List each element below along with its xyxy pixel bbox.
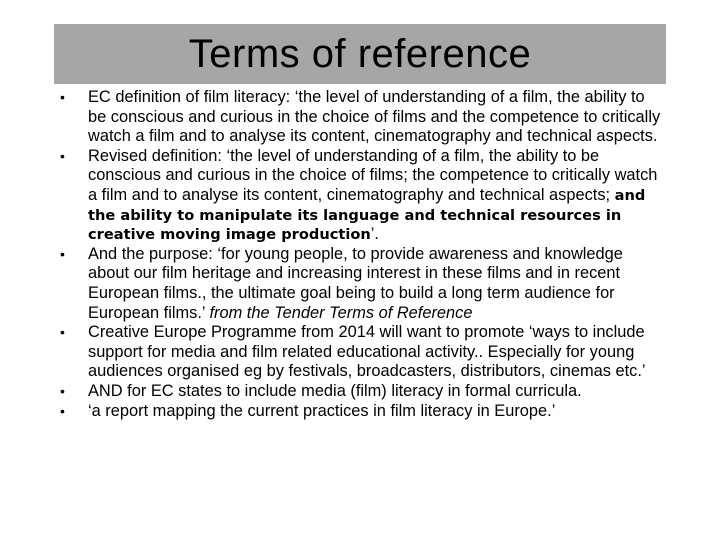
bullet-text: And the purpose: ‘for young people, to provide awareness and knowledge about our film heritage and increasing interest in these films and in recent European films., the ultimate goal being to build a long term audience for European films.’ bbox=[88, 244, 623, 322]
bullet-dot-icon: • bbox=[60, 324, 65, 341]
bullet-closing-text: ’. bbox=[370, 225, 379, 244]
bullet-item-creative-europe bbox=[56, 323, 666, 382]
bullet-bold-text: and the ability to manipulate its language and technical resources in creative moving image production bbox=[88, 186, 646, 244]
bullet-text: ‘a report mapping the current practices in film literacy in Europe.’ bbox=[88, 401, 556, 420]
bullet-item-ec-definition bbox=[56, 88, 666, 147]
bullet-text: Creative Europe Programme from 2014 will want to promote ‘ways to include support for media and film related educational activity.. Especially for young audiences organised eg by festivals, broadcasters, distributors, cinemas etc.’ bbox=[88, 323, 646, 381]
bullet-list bbox=[56, 88, 666, 421]
bullet-item-revised-definition bbox=[56, 147, 666, 245]
bullet-item-curricula bbox=[56, 382, 666, 402]
bullet-italic-source: from the Tender Terms of Reference bbox=[209, 303, 473, 322]
bullet-dot-icon: • bbox=[60, 382, 65, 399]
bullet-item-purpose bbox=[56, 245, 666, 323]
title-bar bbox=[54, 24, 666, 84]
bullet-item-report bbox=[56, 402, 666, 422]
slide-title: Terms of reference bbox=[188, 32, 532, 76]
bullet-dot-icon: • bbox=[60, 245, 65, 262]
bullet-text: AND for EC states to include media (film) literacy in formal curricula. bbox=[88, 381, 582, 400]
bullet-dot-icon: • bbox=[60, 147, 65, 164]
bullet-text: EC definition of film literacy: ‘the level of understanding of a film, the ability to be conscious and curious in the choice of films and the competence to critically watch a film and to analyse its content, cinematography and technical aspects. bbox=[88, 88, 661, 146]
bullet-dot-icon: • bbox=[60, 402, 65, 419]
bullet-dot-icon: • bbox=[60, 89, 65, 105]
bullet-text: Revised definition: ‘the level of understanding of a film, the ability to be conscious and curious in the choice of films; the competence to critically watch a film and to analyse its content, cinematography and technical aspects; bbox=[88, 146, 658, 204]
